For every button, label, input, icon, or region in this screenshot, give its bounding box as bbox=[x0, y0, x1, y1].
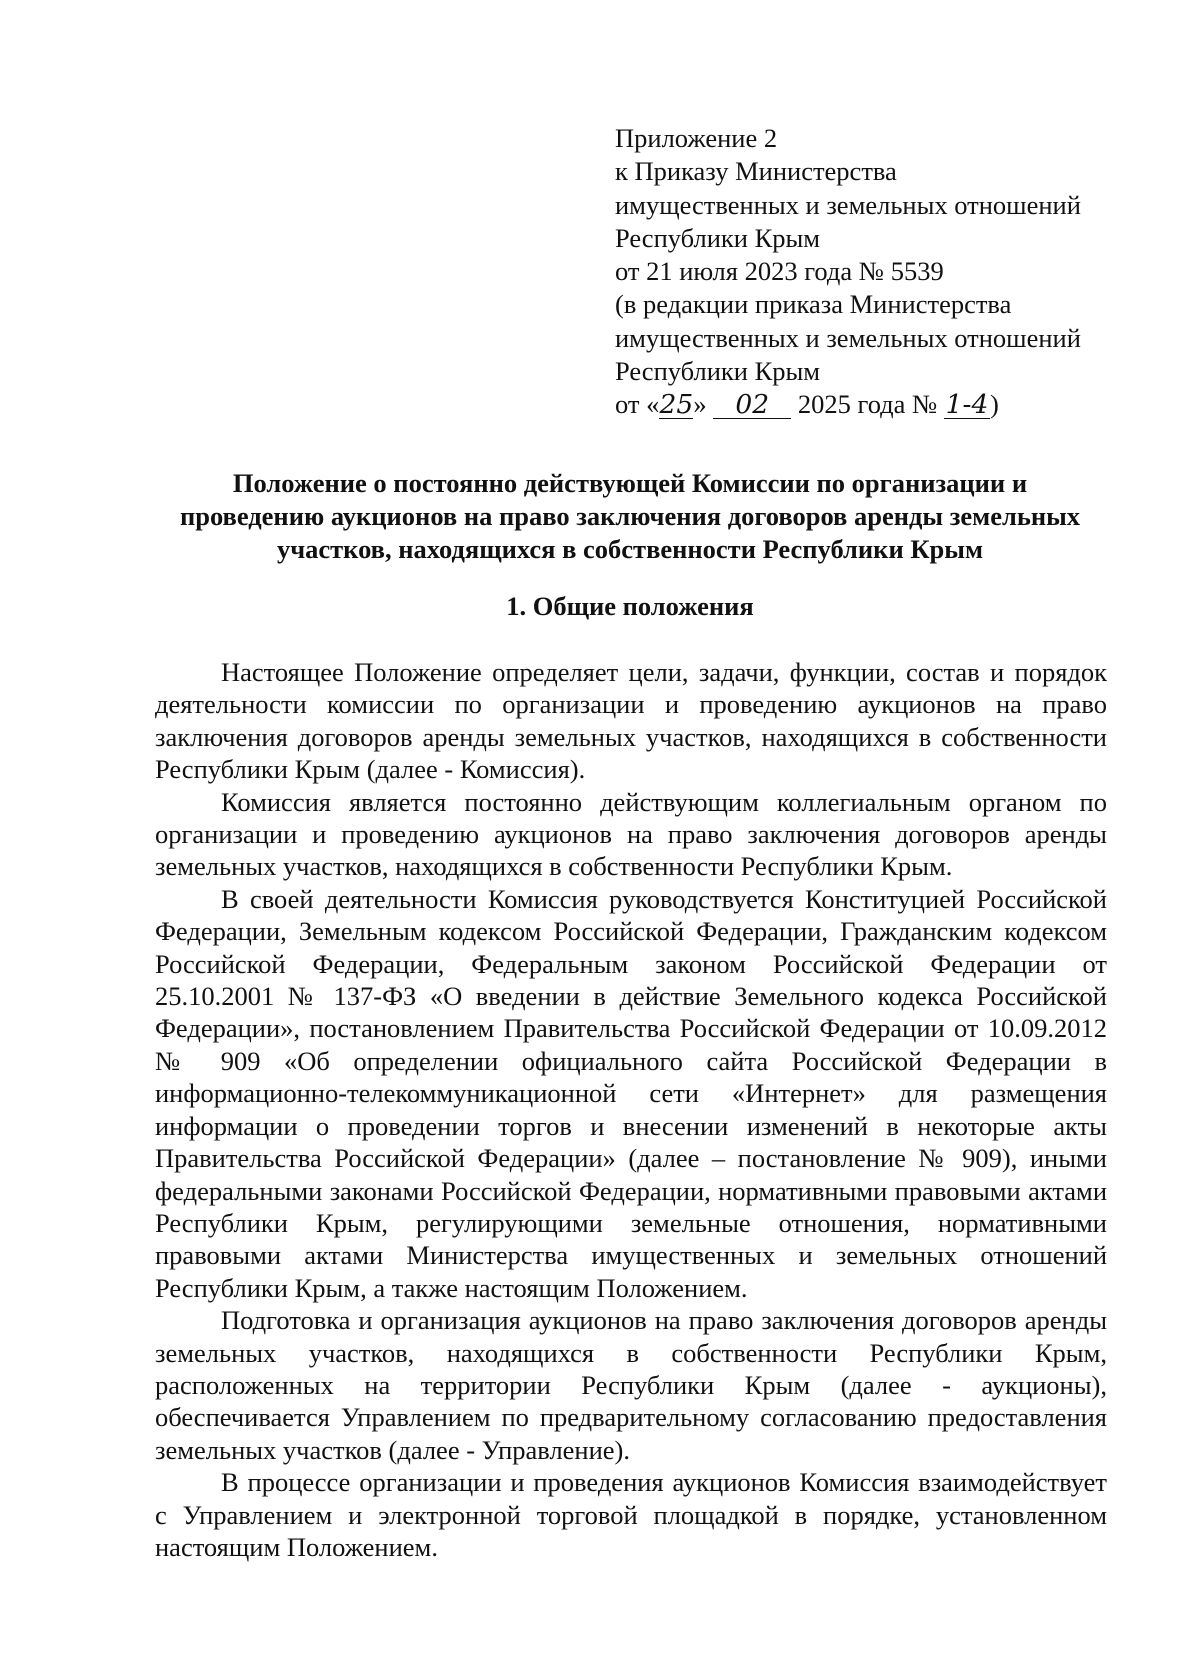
handwritten-day: 25 bbox=[659, 389, 694, 421]
handwritten-month: 02 bbox=[713, 392, 791, 419]
date-year: 2025 года № bbox=[797, 389, 938, 420]
title-line: проведению аукционов на право заключения договоров аренды земельных bbox=[179, 501, 1081, 531]
appendix-line: к Приказу Министерства bbox=[615, 156, 897, 187]
title-line: Положение о постоянно действующей Комиссии по организации и bbox=[232, 468, 1028, 498]
date-prefix: от « bbox=[615, 389, 660, 420]
paragraph: Подготовка и организация аукционов на право заключения договоров аренды земельных участков, находящихся в собственности Республики Крым, расположенных на территории Республики Крым (далее - аукционы), обеспечивается Управлением по предварительному согласованию предоставления земельных участков (далее - Управление). bbox=[155, 1305, 1107, 1465]
date-suffix: ) bbox=[989, 389, 999, 420]
appendix-line: Республики Крым bbox=[615, 222, 821, 253]
appendix-line: имущественных и земельных отношений bbox=[615, 322, 1081, 353]
appendix-line: Приложение 2 bbox=[615, 123, 778, 153]
appendix-line: Республики Крым bbox=[615, 356, 821, 387]
appendix-block bbox=[615, 122, 1135, 422]
handwritten-number: 1-4 bbox=[945, 389, 989, 421]
paragraph: Настоящее Положение определяет цели, задачи, функции, состав и порядок деятельности комиссии по организации и проведению аукционов на право заключения договоров аренды земельных участков, находящихся в собственности Республики Крым (далее - Комиссия). bbox=[155, 657, 1107, 785]
section-heading: 1. Общие положения bbox=[506, 591, 754, 621]
section-body bbox=[155, 656, 1107, 1563]
appendix-line: (в редакции приказа Министерства bbox=[615, 289, 1012, 320]
amendment-date-line bbox=[615, 388, 1135, 421]
appendix-line: имущественных и земельных отношений bbox=[615, 189, 1081, 220]
paragraph: Комиссия является постоянно действующим коллегиальным органом по организации и проведению аукционов на право заключения договоров аренды земельных участков, находящихся в собственности Республики Крым. bbox=[155, 786, 1107, 882]
date-mid: » bbox=[693, 389, 707, 420]
document-title bbox=[150, 467, 1110, 566]
appendix-line: от 21 июля 2023 года № 5539 bbox=[615, 256, 944, 287]
title-line: участков, находящихся в собственности Республики Крым bbox=[276, 534, 984, 564]
paragraph: В своей деятельности Комиссия руководствуется Конституцией Российской Федерации, Земельным кодексом Российской Федерации, Гражданским кодексом Российской Федерации, Федеральным законом Российской Федерации от 25.10.2001 № 137-ФЗ «О введении в действие Земельного кодекса Российской Федерации», постановлением Правительства Российской Федерации от 10.09.2012 № 909 «Об определении официального сайта Российской Федерации в информационно-телекоммуникационной сети «Интернет» для размещения информации о проведении торгов и внесении изменений в некоторые акты Правительства Российской Федерации» (далее – постановление № 909), иными федеральными законами Российской Федерации, нормативными правовыми актами Республики Крым, регулирующими земельные отношения, нормативными правовыми актами Министерства имущественных и земельных отношений Республики Крым, а также настоящим Положением. bbox=[155, 883, 1107, 1303]
paragraph: В процессе организации и проведения аукционов Комиссия взаимодействует с Управлением и электронной торговой площадкой в порядке, установленном настоящим Положением. bbox=[155, 1467, 1107, 1562]
